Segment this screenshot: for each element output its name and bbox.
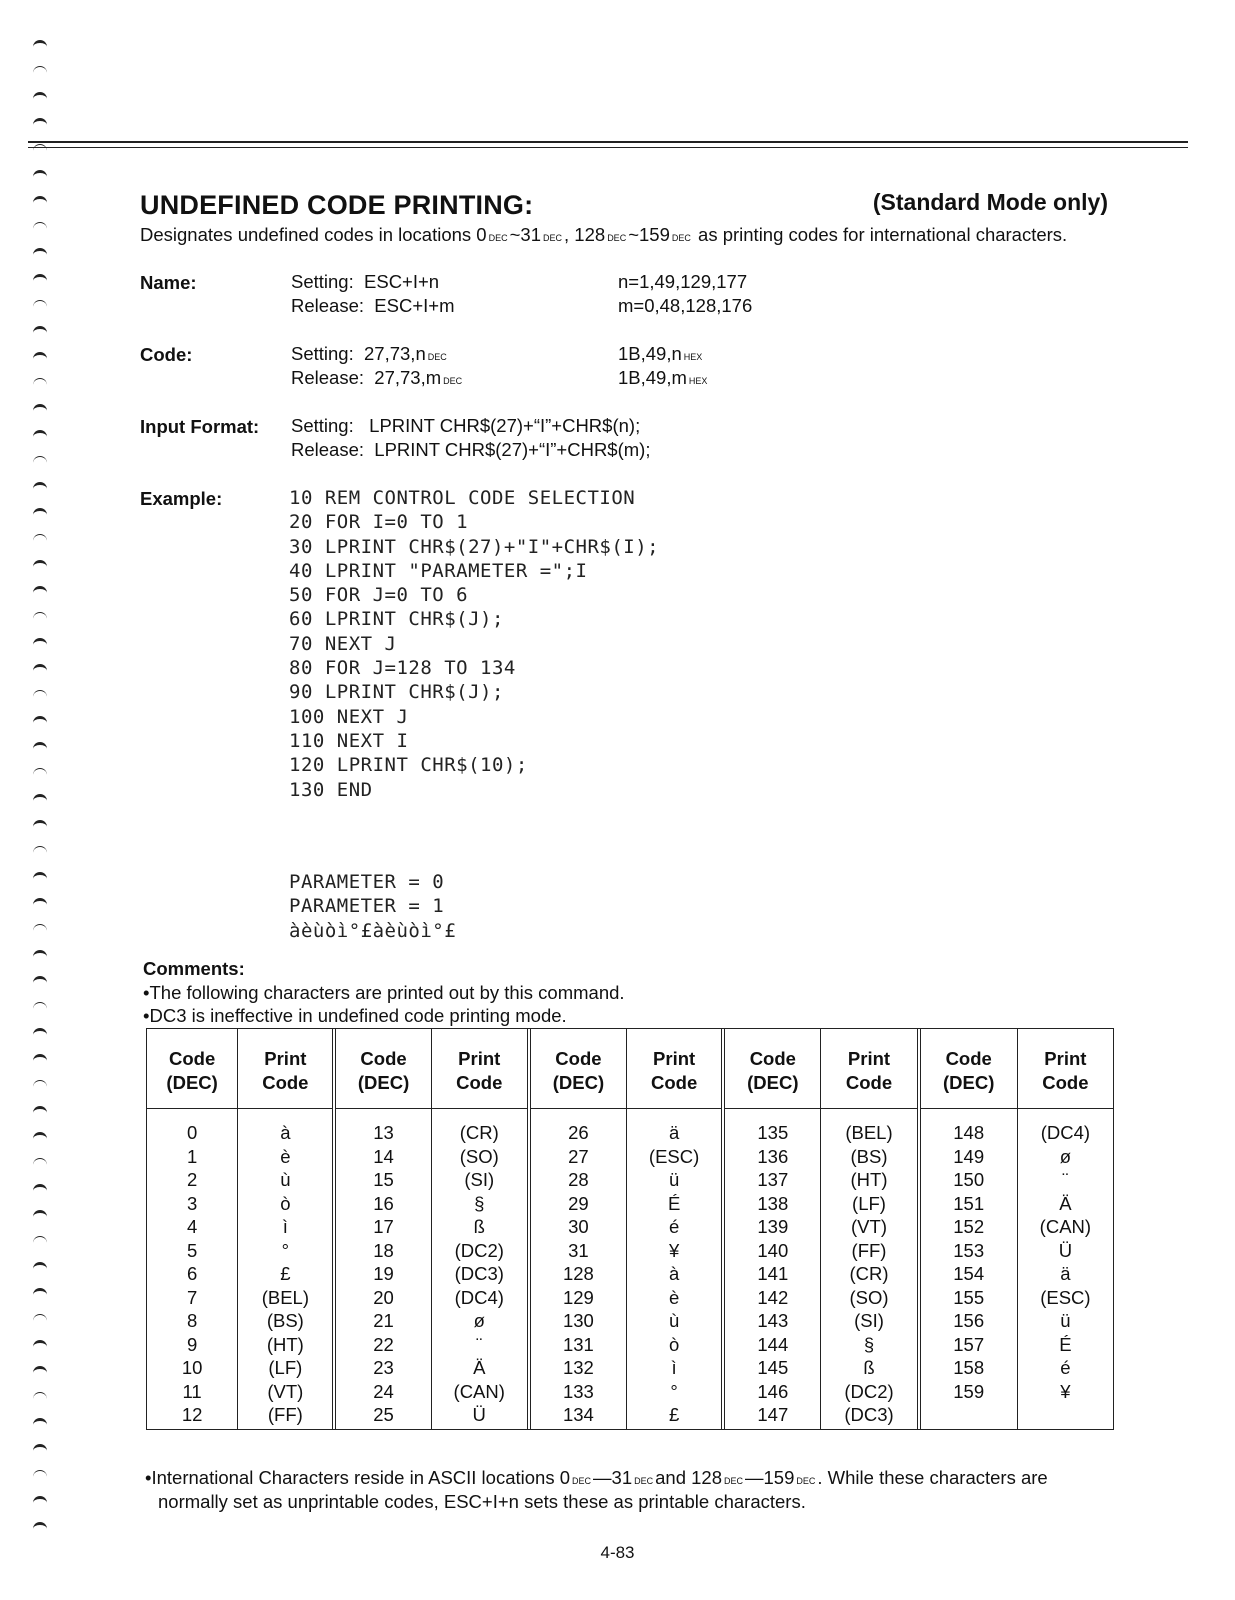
table-cell: (FF) [267,1404,303,1425]
binder-hole-mark [33,1002,47,1009]
table-cell: è [280,1145,291,1167]
table-cell: 11 [182,1380,202,1402]
table-cell: 154 [953,1263,985,1284]
table-cell: (SI) [854,1310,884,1331]
binder-hole-mark [33,534,47,541]
binder-hole-mark [33,690,47,697]
table-cell: ì [282,1216,288,1237]
table-cell: 137 [757,1169,789,1190]
table-cell: é [668,1216,680,1237]
table-cell: (CAN) [453,1380,505,1402]
table-cell: £ [280,1263,291,1284]
table-cell: 145 [757,1357,789,1378]
table-cell: Ü [472,1404,486,1425]
print-code-column [238,1029,336,1429]
table-cell: ù [668,1310,680,1331]
table-cell: 0 [186,1122,198,1143]
table-header: Code (DEC) [336,1029,430,1109]
binder-hole-mark [33,716,47,725]
input-format-release: Release: LPRINT CHR$(27)+“I”+CHR$(m); [291,439,651,460]
code-line: 80 FOR J=128 TO 134 [289,657,516,680]
table-cell: 146 [757,1380,789,1402]
code-line: 50 FOR J=0 TO 6 [289,584,469,607]
table-cell: (SI) [464,1169,495,1190]
table-cell: ø [473,1310,485,1331]
binder-hole-mark [33,92,47,101]
table-cell: (CAN) [1039,1216,1092,1237]
table-cell: 14 [373,1145,394,1167]
table-header: Print Code [432,1029,527,1109]
binder-hole-mark [33,404,47,413]
binder-hole-mark [33,456,47,463]
code-line: 40 LPRINT "PARAMETER =";I [289,559,588,582]
table-cell: ä [1060,1263,1071,1284]
table-cell: (DC2) [844,1380,894,1402]
table-cell: (DC3) [454,1263,504,1284]
table-cell: ò [668,1333,680,1355]
table-cell: É [1059,1333,1072,1355]
binder-hole-mark [33,1392,47,1399]
character-code-table [146,1028,1114,1430]
binder-hole-mark [33,1210,47,1219]
print-code-column [821,1029,920,1429]
table-cell: (FF) [851,1239,887,1261]
table-cell: 148 [953,1122,985,1143]
binder-hole-mark [33,248,47,257]
comment-bullet-2: •DC3 is ineffective in undefined code printing mode. [143,1005,567,1026]
binder-hole-mark [33,924,47,931]
binder-hole-mark [33,950,47,959]
table-cell: 8 [186,1310,198,1331]
table-cell: 152 [953,1216,985,1237]
binder-hole-mark [33,274,47,283]
binder-hole-mark [33,1106,47,1115]
table-cell: 31 [568,1239,589,1261]
binder-hole-mark [33,1028,47,1037]
table-cell: ü [1060,1310,1071,1331]
table-cell: (SO) [459,1145,499,1167]
binder-hole-mark [33,430,47,439]
table-cell: 15 [373,1169,394,1190]
binder-hole-mark [33,1496,47,1505]
name-release-value: m=0,48,128,176 [618,295,753,316]
top-rule-thin [28,147,1188,148]
code-column [725,1029,821,1429]
table-cell: ò [280,1192,291,1214]
table-cell: (DC4) [454,1286,504,1308]
table-cell: 18 [373,1239,394,1261]
table-cell: 139 [757,1216,789,1237]
table-cell: 27 [568,1145,589,1167]
table-cell: 28 [568,1169,589,1190]
table-cell: (VT) [267,1380,304,1402]
binder-hole-mark [33,352,47,361]
table-cell: § [474,1192,485,1214]
table-cell: é [1060,1357,1071,1378]
table-cell: 133 [562,1380,594,1402]
table-cell: 23 [373,1357,394,1378]
table-cell: É [667,1192,681,1214]
binder-hole-mark [33,1288,47,1297]
binder-hole-mark [33,612,47,619]
table-cell: ì [671,1357,677,1378]
binder-hole-mark [33,1132,47,1141]
table-cell: 19 [373,1263,394,1284]
table-cell: è [668,1286,680,1308]
table-cell: ù [280,1169,291,1190]
code-line: 70 NEXT J [289,632,397,655]
table-cell: 149 [953,1145,985,1167]
table-cell: ¥ [668,1239,680,1261]
top-rule [28,141,1188,143]
binder-hole-mark [33,1080,47,1087]
table-cell: (LF) [268,1357,303,1378]
table-cell: 17 [373,1216,394,1237]
table-cell: 141 [757,1263,789,1284]
example-code [289,486,659,802]
table-cell: 158 [953,1357,985,1378]
code-release-hex: 1B,49,m HEX [618,367,708,388]
binder-hole-mark [33,794,47,803]
table-cell: 155 [953,1286,985,1308]
table-cell: ¨ [1062,1169,1069,1190]
table-cell: 138 [757,1192,789,1214]
table-header: Print Code [238,1029,332,1109]
table-cell: 150 [953,1169,985,1190]
table-cell: 136 [757,1145,789,1167]
binder-hole-mark [33,1444,47,1453]
table-header: Print Code [1018,1029,1113,1109]
table-cell: (BEL) [261,1286,309,1308]
table-cell: 157 [953,1333,985,1355]
table-cell: 24 [373,1380,394,1402]
table-cell: ¨ [476,1333,483,1355]
table-cell: ä [668,1122,680,1143]
table-cell: 2 [186,1169,198,1190]
table-header: Code (DEC) [725,1029,820,1109]
table-cell: 130 [562,1310,594,1331]
name-label: Name: [140,272,197,293]
table-cell: 13 [373,1122,394,1143]
comment-bullet-1: •The following characters are printed out by this command. [143,982,625,1003]
binder-hole-mark [33,872,47,881]
table-cell: 6 [186,1263,198,1284]
binder-hole-mark [33,508,47,517]
table-cell: (LF) [852,1192,886,1214]
code-label: Code: [140,344,193,365]
binder-hole-mark [33,742,47,751]
binder-hole-mark [33,820,47,829]
table-cell: 129 [562,1286,594,1308]
code-column [147,1029,238,1429]
table-cell: 22 [373,1333,394,1355]
table-cell: ø [1059,1145,1072,1167]
binder-hole-mark [33,378,47,385]
binder-hole-mark [33,1522,47,1531]
print-code-column [1018,1029,1113,1429]
table-cell: (DC4) [1040,1122,1091,1143]
table-cell: 3 [186,1192,198,1214]
table-header: Print Code [627,1029,721,1109]
table-cell: à [280,1122,291,1143]
binder-hole-mark [33,66,47,73]
table-cell: (DC2) [454,1239,504,1261]
table-cell: 16 [373,1192,394,1214]
footer-note-line-1: •International Characters reside in ASCII locations 0 DEC —31 DEC and 128 DEC —159 DEC . While these characters are [145,1467,1048,1488]
binder-hole-mark [33,1314,47,1321]
table-cell: 156 [953,1310,985,1331]
code-line: 100 NEXT J [289,705,409,728]
binder-hole-mark [33,1366,47,1375]
page-title: UNDEFINED CODE PRINTING: [140,190,534,220]
binder-hole-mark [33,976,47,985]
binder-hole-mark [33,1158,47,1165]
table-cell: Ä [1059,1192,1072,1214]
table-cell: 20 [373,1286,394,1308]
table-cell: Ä [473,1357,486,1378]
binder-hole-mark [33,1418,47,1427]
code-line: 90 LPRINT CHR$(J); [289,681,504,704]
table-cell: 134 [562,1404,594,1425]
name-setting: Setting: ESC+I+n [291,271,440,292]
table-cell: (SO) [849,1286,889,1308]
binder-hole-mark [33,638,47,647]
table-cell: 140 [757,1239,789,1261]
table-cell: 9 [186,1333,198,1355]
binder-hole-mark [33,664,47,673]
code-column [921,1029,1018,1429]
binder-hole-mark [33,1184,47,1193]
table-cell: ° [670,1380,678,1402]
table-cell: ° [281,1239,290,1261]
description: Designates undefined codes in locations 0 DEC ~31 DEC , 128 DEC ~159 DEC as printing codes for international characters. [140,224,1068,245]
table-cell: (ESC) [1040,1286,1091,1308]
table-header: Code (DEC) [531,1029,626,1109]
input-format-setting: Setting: LPRINT CHR$(27)+“I”+CHR$(n); [291,415,641,436]
table-cell: 29 [568,1192,589,1214]
table-cell: 144 [757,1333,789,1355]
binder-hole-mark [33,482,47,491]
code-line: 130 END [289,778,373,801]
name-setting-value: n=1,49,129,177 [618,271,748,292]
binder-hole-mark [33,1236,47,1243]
table-cell: 132 [562,1357,594,1378]
binder-hole-mark [33,40,47,49]
code-setting-hex: 1B,49,n HEX [618,343,703,364]
binder-hole-mark [33,222,47,229]
table-cell: 21 [373,1310,394,1331]
table-cell: 12 [181,1404,203,1425]
binder-hole-mark [33,586,47,595]
code-column [531,1029,627,1429]
code-column [336,1029,431,1429]
print-code-column [627,1029,725,1429]
table-cell: ¥ [1060,1380,1071,1402]
code-line: 10 REM CONTROL CODE SELECTION [289,487,636,509]
output-line: àèùòì°£àèùòì°£ [289,919,457,942]
binder-hole-mark [33,196,47,205]
binder-hole-mark [33,1470,47,1477]
comments-label: Comments: [143,958,245,979]
table-cell: 147 [757,1404,789,1425]
table-cell: 26 [568,1122,589,1143]
table-cell: (BS) [266,1310,304,1331]
table-cell: 5 [186,1239,198,1261]
table-cell: (VT) [851,1216,887,1237]
table-cell: § [863,1333,875,1355]
table-cell: (ESC) [648,1145,700,1167]
binder-hole-mark [33,898,47,907]
table-cell: à [668,1263,680,1284]
footer-note-line-2: normally set as unprintable codes, ESC+I+n sets these as printable characters. [158,1491,806,1512]
binder-hole-mark [33,846,47,853]
table-cell: 151 [953,1192,985,1214]
table-cell: 153 [953,1239,985,1261]
table-cell: (CR) [849,1263,889,1284]
table-cell: 143 [757,1310,789,1331]
output-line: PARAMETER = 0 [289,871,445,893]
binder-hole-mark [33,1262,47,1271]
code-line: 30 LPRINT CHR$(27)+"I"+CHR$(I); [289,535,660,558]
table-cell: ß [473,1216,485,1237]
table-cell: 135 [757,1122,789,1143]
output-line: PARAMETER = 1 [289,895,445,918]
table-cell: Ü [1058,1239,1073,1261]
code-line: 20 FOR I=0 TO 1 [289,511,469,534]
name-release: Release: ESC+I+m [291,295,455,316]
example-label: Example: [140,488,223,509]
table-header: Code (DEC) [147,1029,237,1109]
table-cell: ß [863,1357,875,1378]
table-header: Print Code [821,1029,916,1109]
binder-hole-mark [33,170,47,179]
table-cell: 159 [953,1380,985,1402]
code-line: 110 NEXT I [289,729,409,752]
example-output [289,870,456,943]
table-header: Code (DEC) [921,1029,1017,1109]
table-cell: 128 [562,1263,594,1284]
input-format-label: Input Format: [140,416,260,437]
binder-hole-mark [33,326,47,335]
print-code-column [432,1029,531,1429]
table-cell: 1 [186,1145,198,1167]
table-cell: 142 [757,1286,789,1308]
table-cell: £ [668,1404,680,1425]
page-number: 4-83 [600,1543,635,1562]
table-cell: 30 [568,1216,589,1237]
table-cell: 25 [373,1404,394,1425]
table-cell: 10 [181,1357,203,1378]
mode-note: (Standard Mode only) [872,189,1108,215]
table-cell: 4 [186,1216,198,1237]
binder-hole-mark [33,768,47,775]
binder-hole-mark [33,560,47,569]
binder-hole-mark [33,1340,47,1349]
code-release: Release: 27,73,m DEC [291,367,463,388]
binder-hole-mark [33,300,47,307]
code-line: 60 LPRINT CHR$(J); [289,608,504,631]
code-setting: Setting: 27,73,n DEC [291,343,447,364]
binder-hole-mark [33,118,47,127]
table-cell: ü [668,1169,680,1190]
code-line: 120 LPRINT CHR$(10); [289,754,528,777]
table-cell: (BS) [850,1145,888,1167]
table-cell: 131 [562,1333,594,1355]
table-cell: (HT) [850,1169,888,1190]
table-cell: (CR) [459,1122,499,1143]
table-cell: (HT) [266,1333,304,1355]
binder-hole-mark [33,1054,47,1063]
table-cell: (BEL) [845,1122,893,1143]
table-cell: (DC3) [844,1404,894,1425]
table-cell: 7 [186,1286,198,1308]
